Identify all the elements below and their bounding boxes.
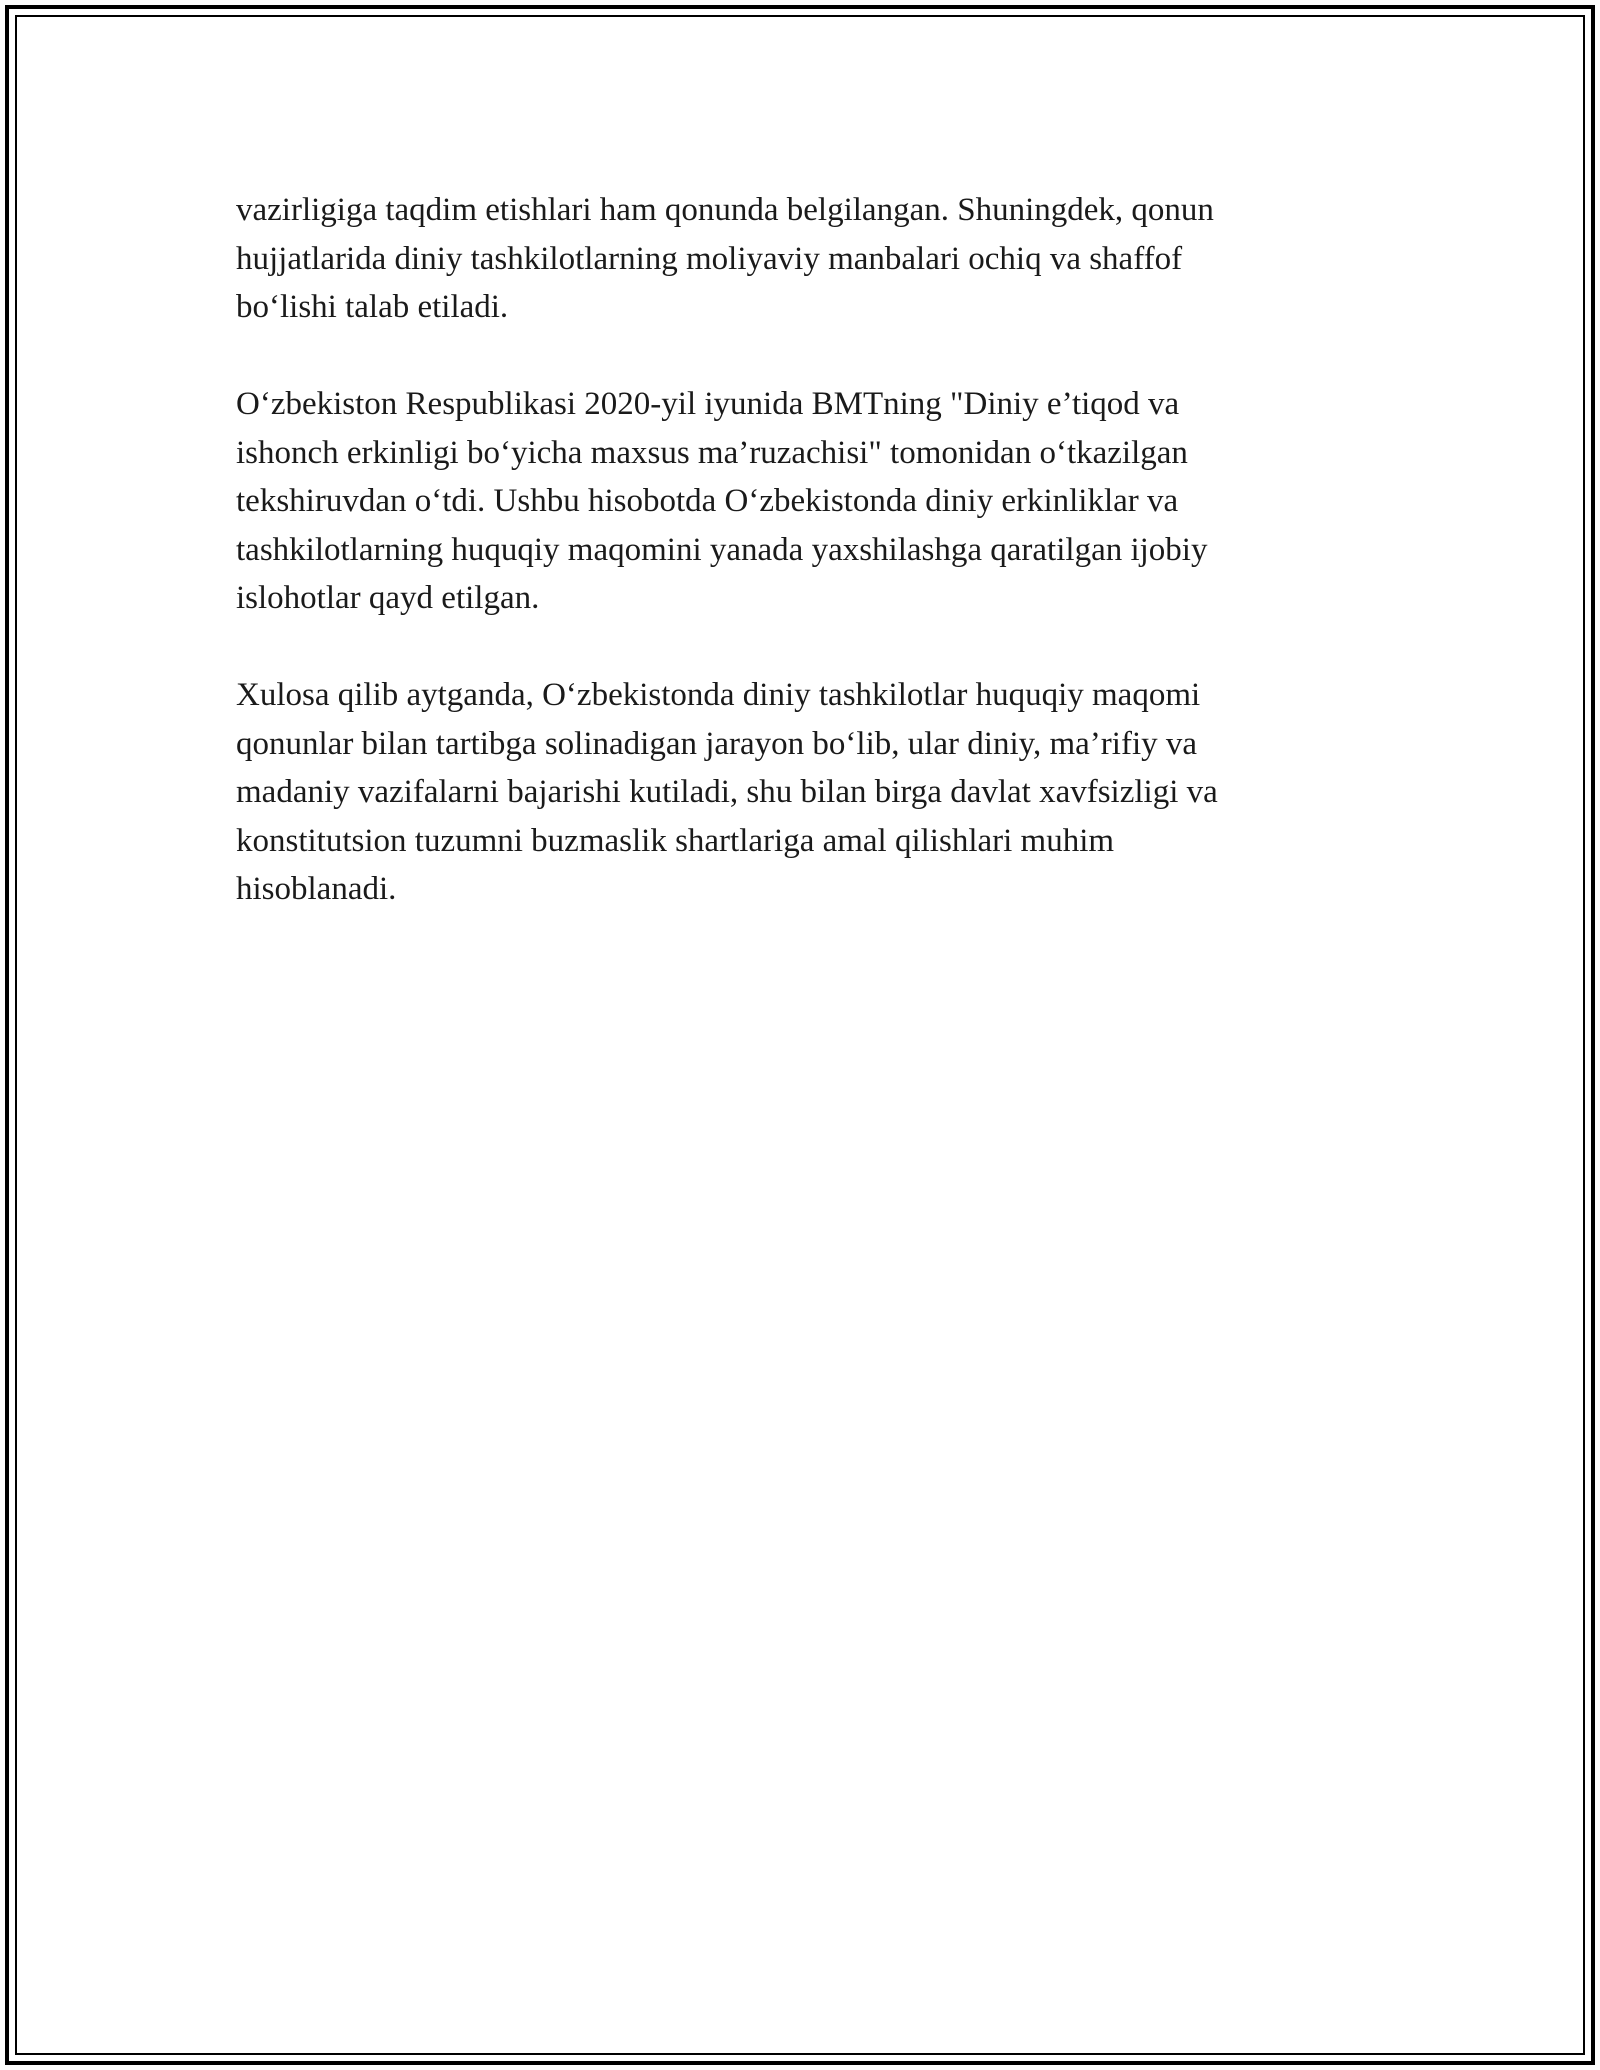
document-body [236, 186, 1356, 962]
paragraph-un-report: O‘zbekiston Respublikasi 2020-yil iyunida BMTning "Diniy e’tiqod va ishonch erkinligi bo‘yicha maxsus ma’ruzachisi" tomonidan o‘tkazilgan tekshiruvdan o‘tdi. Ushbu hisobotda O‘zbekistonda diniy erkinliklar va tashkilotlarning huquqiy maqomini yanada yaxshilashga qaratilgan ijobiy islohotlar qayd etilgan. [236, 386, 1208, 616]
paragraph-financial-transparency: vazirligiga taqdim etishlari ham qonunda belgilangan. Shuningdek, qonun hujjatlarida diniy tashkilotlarning moliyaviy manbalari ochiq va shaffof bo‘lishi talab etiladi. [236, 192, 1214, 325]
paragraph-conclusion: Xulosa qilib aytganda, O‘zbekistonda diniy tashkilotlar huquqiy maqomi qonunlar bilan tartibga solinadigan jarayon bo‘lib, ular diniy, ma’rifiy va madaniy vazifalarni bajarishi kutiladi, shu bilan birga davlat xavfsizligi va konstitutsion tuzumni buzmaslik shartlariga amal qilishlari muhim hisoblanadi. [236, 677, 1218, 907]
